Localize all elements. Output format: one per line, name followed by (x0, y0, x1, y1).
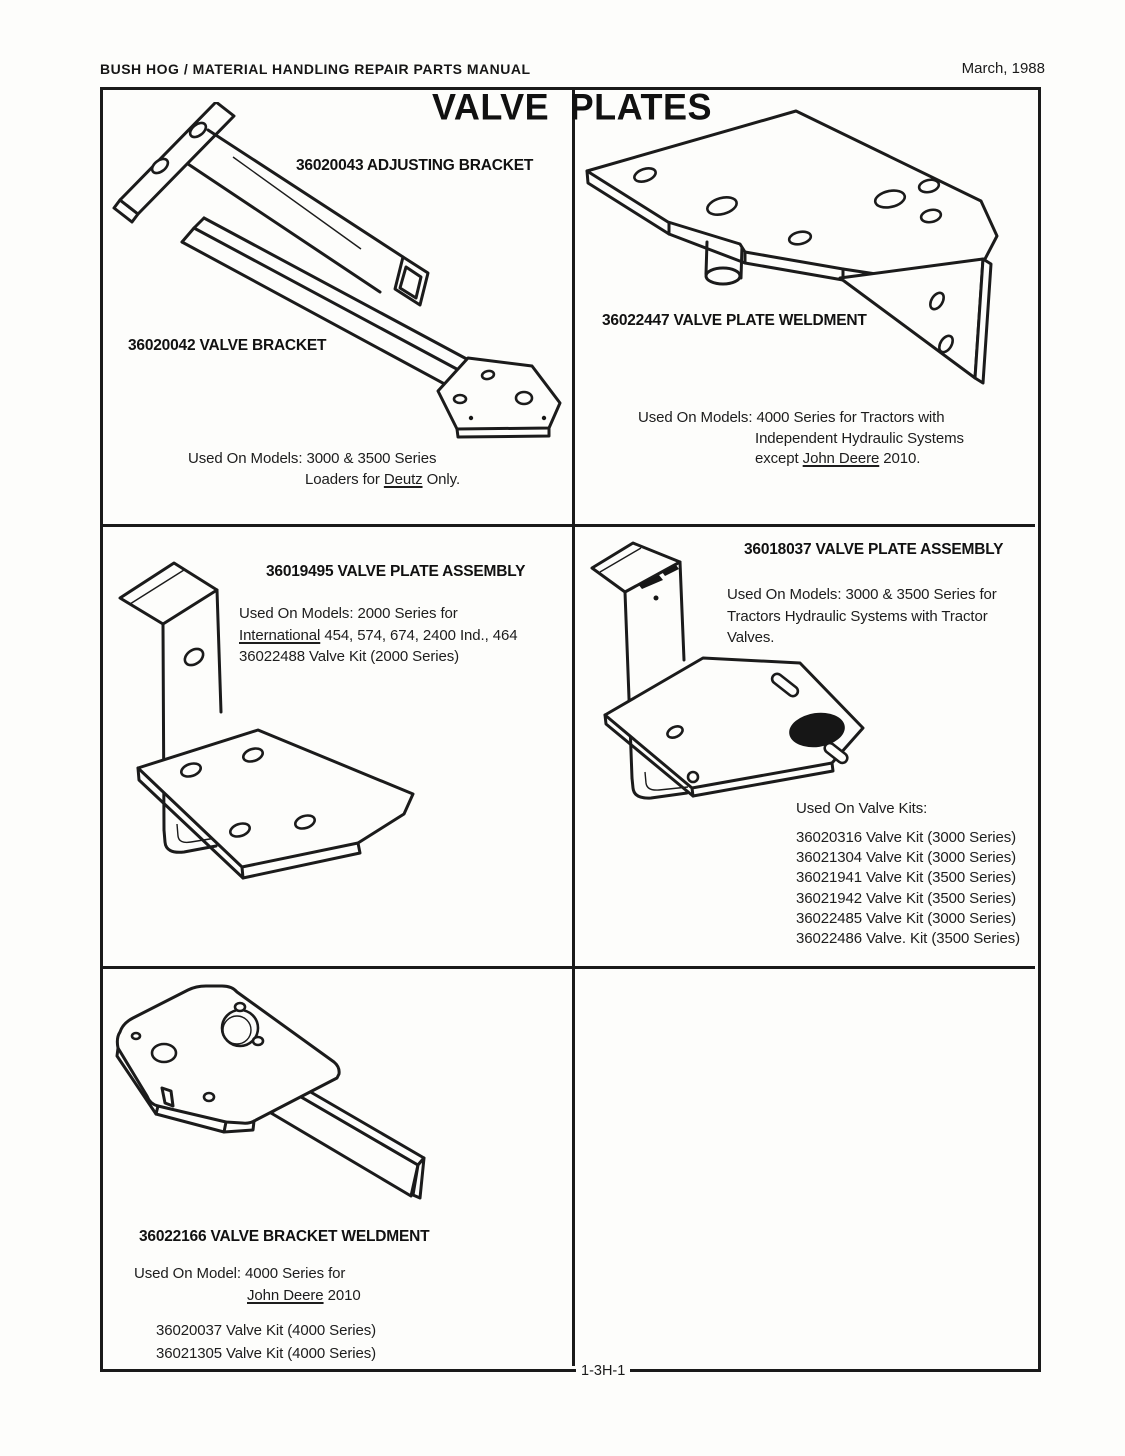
valve-kit-item: 36022486 Valve. Kit (3500 Series) (796, 930, 1021, 948)
top-left-used-on-text (188, 449, 460, 490)
used-on-line: Used On Models: 2000 Series for (239, 605, 458, 622)
adjusting-bracket-label: 36020043 ADJUSTING BRACKET (296, 157, 534, 174)
valve-kit-item: 36021305 Valve Kit (4000 Series) (156, 1344, 376, 1362)
manual-header-title: BUSH HOG / MATERIAL HANDLING REPAIR PARTS MANUAL (100, 61, 531, 77)
valve-kit-item: 36021942 Valve Kit (3500 Series) (796, 889, 1016, 907)
bottom-left-used-on-line1: Used On Model: 4000 Series for (134, 1265, 346, 1282)
used-on-line: International 454, 574, 674, 2400 Ind., 464 (239, 626, 518, 644)
international-underlined: International (239, 626, 321, 644)
valve-kit-item: 36021941 Valve Kit (3500 Series) (796, 869, 1016, 887)
used-on-line: Valves. (727, 629, 775, 646)
mid-right-used-on-text (727, 584, 997, 649)
mid-left-used-on-text (239, 603, 517, 668)
valve-plate-assembly-3000-label: 36018037 VALVE PLATE ASSEMBLY (744, 541, 1004, 558)
valve-kits-list (796, 828, 1020, 949)
valve-bracket-label: 36020042 VALVE BRACKET (128, 337, 327, 354)
deutz-underlined: Deutz (383, 470, 423, 488)
valve-kit-item: 36022485 Valve Kit (3000 Series) (796, 909, 1016, 927)
used-on-line: Used On Models: 4000 Series for Tractors with (638, 409, 945, 426)
manual-header-date: March, 1988 (961, 60, 1045, 77)
horizontal-divider-upper (103, 524, 1035, 527)
valve-kit-item: 36021304 Valve Kit (3000 Series) (796, 849, 1016, 867)
adjusting-bracket-and-valve-bracket-figure (108, 102, 563, 447)
valve-bracket-weldment-label: 36022166 VALVE BRACKET WELDMENT (139, 1228, 430, 1245)
valve-bracket-weldment-figure (106, 982, 578, 1240)
john-deere-underlined: John Deere (247, 1287, 324, 1304)
valve-kit-item: 36020316 Valve Kit (3000 Series) (796, 829, 1016, 846)
used-on-line: Independent Hydraulic Systems (755, 429, 964, 447)
used-on-line: Used On Models: 3000 & 3500 Series for (727, 586, 997, 603)
valve-kit-item: 36020037 Valve Kit (4000 Series) (156, 1322, 376, 1339)
bottom-left-kits-list (156, 1320, 376, 1365)
page-title: VALVE PLATES (431, 85, 713, 128)
valve-plate-weldment-label: 36022447 VALVE PLATE WELDMENT (602, 312, 867, 329)
used-on-line: Loaders for Deutz Only. (305, 470, 461, 488)
top-right-used-on-text (638, 408, 964, 470)
used-on-line: Tractors Hydraulic Systems with Tractor (727, 607, 988, 625)
john-deere-underlined: John Deere (802, 450, 880, 467)
valve-plate-assembly-label: 36019495 VALVE PLATE ASSEMBLY (266, 563, 526, 580)
used-on-line: except John Deere 2010. (755, 450, 921, 467)
horizontal-divider-lower (103, 966, 1035, 969)
valve-kits-title: Used On Valve Kits: (796, 800, 928, 817)
used-on-line: Used On Models: 3000 & 3500 Series (188, 450, 437, 467)
used-on-line: 36022488 Valve Kit (2000 Series) (239, 648, 459, 665)
page-number: 1-3H-1 (576, 1362, 630, 1380)
valve-plate-weldment-figure (585, 96, 1040, 396)
bottom-left-used-on-line2: John Deere 2010 (247, 1287, 361, 1304)
